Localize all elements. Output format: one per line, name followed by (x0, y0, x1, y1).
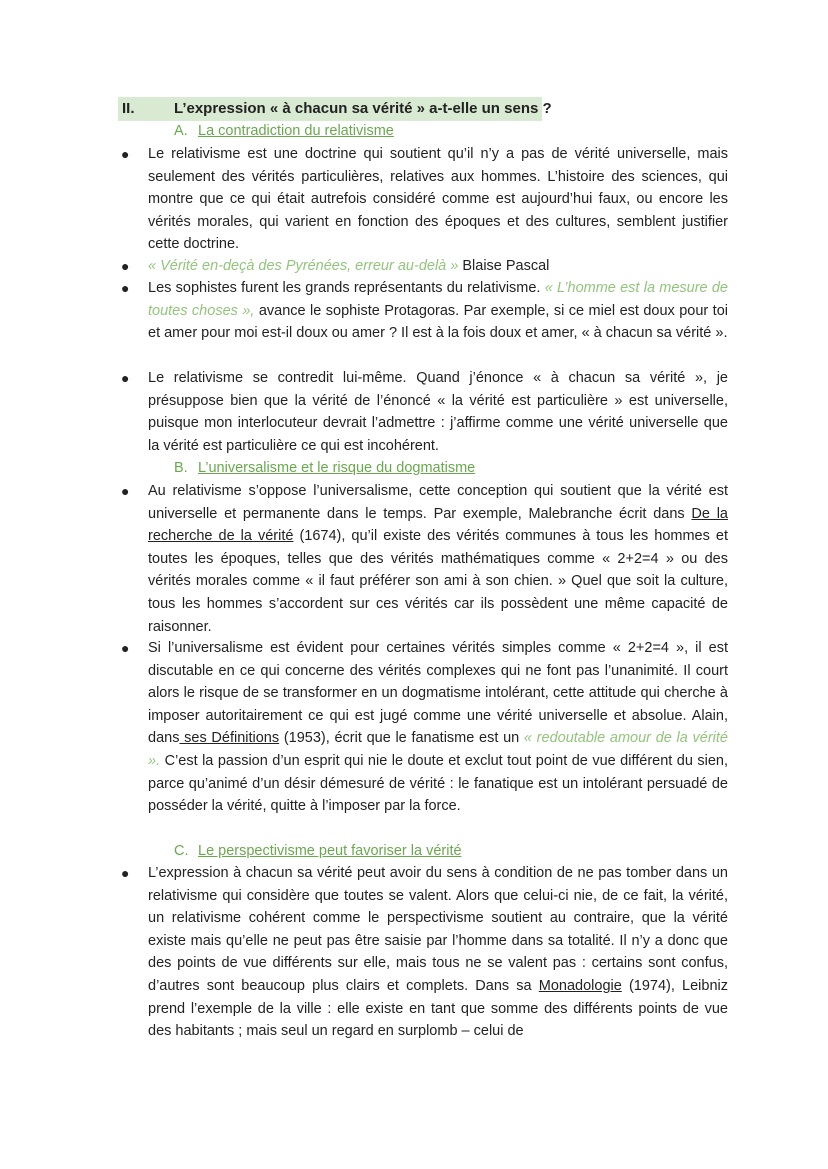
subsection-title: L’universalisme et le risque du dogmatisme (198, 460, 476, 476)
paragraph-text: Si l’universalisme est évident pour certaines vérités simples comme « 2+2=4 », il est discutable en ce qui concerne des vérités complexes qui ne font pas l’unanimité. Il court alors le risque de se transformer en un dogmatisme intolérant, cette attitude qui cherche à imposer autoritairement ce qui est jugé comme une vérité universelle et absolue. Alain, dans (148, 640, 728, 747)
bullet-icon: ● (121, 370, 130, 386)
section-number: II. (122, 100, 135, 117)
subsection-title: Le perspectivisme peut favoriser la vérité (198, 843, 462, 859)
bullet-icon: ● (121, 865, 130, 881)
paragraph-text: C’est la passion d’un esprit qui nie le doute et exclut tout point de vue différent du sien, parce qu’animé d’un désir démesuré de vérité : le fanatique est un intolérant persuadé de posséder la vérité, quitte à l’imposer par la force. (148, 752, 728, 815)
list-item (121, 143, 728, 256)
subsection-letter: C. (174, 843, 189, 859)
book-title: ses Définitions (179, 730, 280, 747)
protagoras-quote: « L’homme est la mesure de toutes choses », (148, 280, 728, 319)
paragraph-text: (1953), écrit que le fanatisme est un (279, 730, 524, 747)
bullet-icon: ● (121, 640, 130, 656)
list-item (121, 367, 728, 457)
paragraph-text: avance le sophiste Protagoras. Par exemple, si ce miel est doux pour toi et amer pour moi est-il doux ou amer ? Il est à la fois doux et amer, « à chacun sa vérité ». (148, 302, 728, 342)
bullet-icon: ● (121, 146, 130, 162)
subsection-heading-b (174, 457, 475, 479)
subsection-title: La contradiction du relativisme (198, 123, 394, 139)
paragraph-text: (1674), qu’il existe des vérités communes à tous les hommes et toutes les époques, telles que des vérités mathématiques comme « 2+2=4 » ou des vérités morales comme « il faut préférer son ami à son chien. » Quel que soit la culture, tous les hommes s’accordent sur ces vérités car ils possèdent une même capacité de raisonner. (148, 528, 728, 635)
bullet-icon: ● (121, 483, 130, 499)
book-title: De la recherche de la vérité (148, 505, 728, 545)
subsection-letter: A. (174, 123, 188, 139)
paragraph-text: Les sophistes furent les grands représentants du relativisme. (148, 280, 545, 296)
paragraph-text: Le relativisme est une doctrine qui soutient qu’il n’y a pas de vérité universelle, mais seulement des vérités particulières, relatives aux hommes. L’histoire des sciences, qui montre que ce qui était autrefois considéré comme est aujourd’hui faux, ou encore les vérités morales, qui varient en fonction des époques et des cultures, semblent justifier cette doctrine. (148, 146, 728, 253)
bullet-icon: ● (121, 280, 130, 296)
subsection-letter: B. (174, 460, 188, 476)
section-title: L’expression « à chacun sa vérité » a-t-elle un sens ? (174, 100, 552, 117)
quote-author: Blaise Pascal (458, 258, 550, 274)
paragraph-text: L’expression à chacun sa vérité peut avoir du sens à condition de ne pas tomber dans un relativisme qui considère que toutes se valent. Alors que celui-ci nie, de ce fait, la vérité, un relativisme cohérent comme le perspectivisme soutient au contraire, que la vérité existe mais qu’elle ne peut pas être saisie par l’homme dans sa totalité. Il n’y a donc que des points de vue différents sur elle, mais tous ne se valent pas : certains sont confus, d’autres sont beaucoup plus clairs et complets. Dans sa (148, 865, 728, 994)
bullet-icon: ● (121, 258, 130, 274)
paragraph-text: (1974), Leibniz prend l’exemple de la ville : elle existe en tant que somme des différents points de vue des habitants ; mais seul un regard en surplomb – celui de (148, 977, 728, 1040)
book-title: Monadologie (538, 977, 622, 994)
list-item (121, 255, 728, 278)
section-heading (118, 97, 552, 121)
paragraph-text: Le relativisme se contredit lui-même. Quand j’énonce « à chacun sa vérité », je présuppose bien que la vérité de l’énoncé « la vérité est particulière » est universelle, puisque mon interlocuteur devrait l’admettre : j’affirme comme une vérité universelle que la vérité est particulière ce qui est incohérent. (148, 370, 728, 454)
pascal-quote: « Vérité en-deçà des Pyrénées, erreur au-delà » (148, 258, 459, 274)
subsection-heading-a (174, 120, 394, 142)
paragraph-text: Au relativisme s’oppose l’universalisme, cette conception qui soutient que la vérité est universelle et permanente dans le temps. Par exemple, Malebranche écrit dans (148, 483, 728, 522)
alain-quote: « redoutable amour de la vérité ». (148, 730, 728, 769)
list-item (121, 862, 728, 1043)
list-item (121, 277, 728, 345)
subsection-heading-c (174, 840, 462, 862)
list-item (121, 480, 728, 638)
list-item (121, 637, 728, 818)
